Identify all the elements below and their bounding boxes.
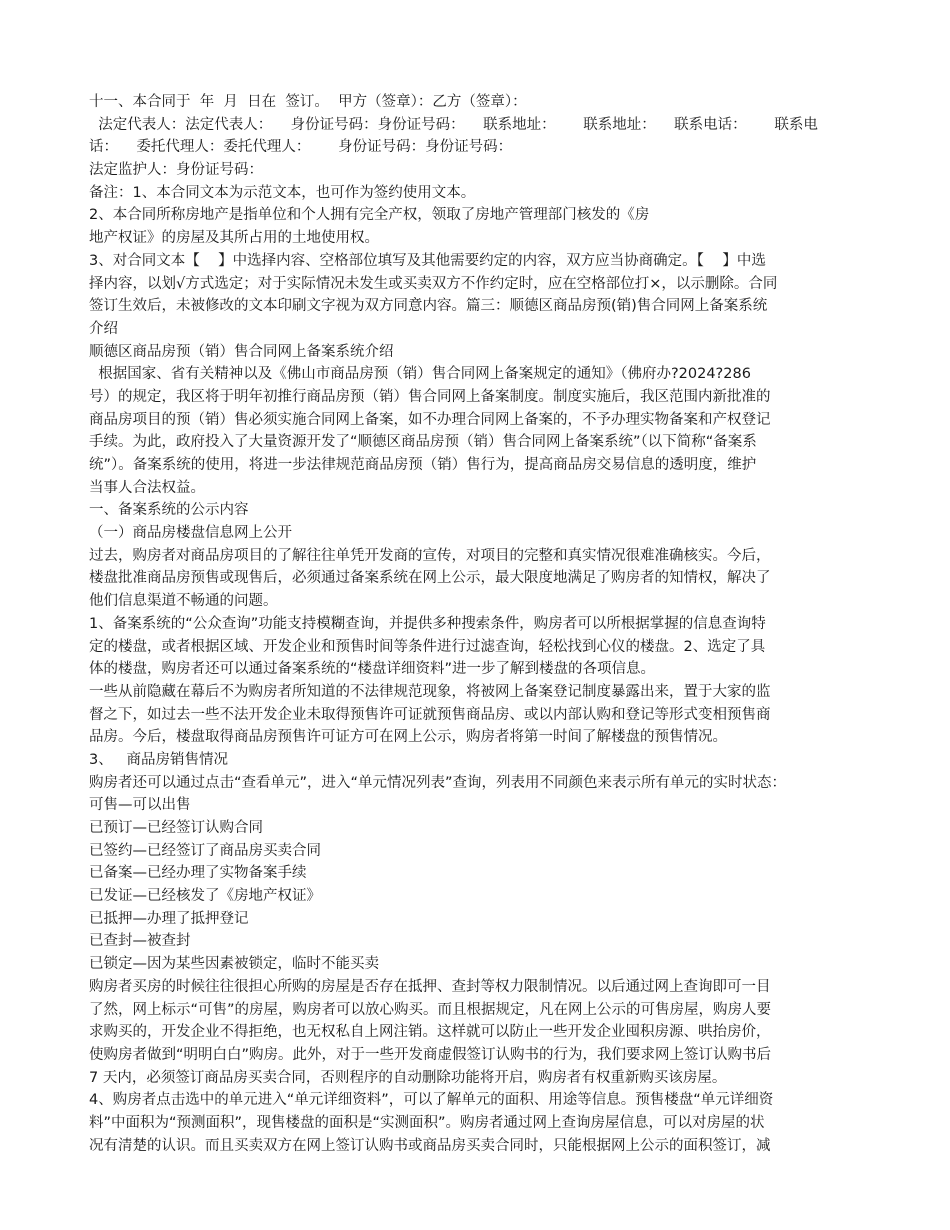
text-line: 4、购房者点击选中的单元进入“单元详细资料”，可以了解单元的面积、用途等信息。预售楼盘“单元详细资 — [89, 1092, 774, 1109]
text-line: 备注：1、本合同文本为示范文本，也可作为签约使用文本。 — [89, 184, 476, 201]
text-line: 已发证—已经核发了《房地产权证》 — [89, 888, 321, 905]
text-line: 商品房项目的预（销）售必须实施合同网上备案，如不办理合同网上备案的，不予办理实物备案和产权登记 — [89, 411, 771, 428]
text-line: 签订生效后，未被修改的文本印刷文字视为双方同意内容。篇三：顺德区商品房预(销)售合同网上备案系统 — [89, 298, 768, 315]
document-body — [89, 91, 861, 1157]
text-line: 料”中面积为“预测面积”，现售楼盘的面积是“实测面积”。购房者通过网上查询房屋信息，可以对房屋的状 — [89, 1114, 765, 1131]
text-line: 地产权证》的房屋及其所占用的土地使用权。 — [89, 230, 379, 247]
text-line: 法定代表人：法定代表人： 身份证号码：身份证号码： 联系地址： 联系地址： 联系电话： 联系电 — [89, 116, 818, 133]
text-line: 过去，购房者对商品房项目的了解往往单凭开发商的宣传，对项目的完整和真实情况很难准确核实。今后， — [89, 547, 771, 564]
text-line: 择内容，以划√方式选定；对于实际情况未发生或买卖双方不作约定时，应在空格部位打×，以示删除。合同 — [89, 275, 778, 292]
text-line: 体的楼盘，购房者还可以通过备案系统的“楼盘详细资料”进一步了解到楼盘的各项信息。 — [89, 661, 656, 678]
text-line: 十一、本合同于 年 月 日在 签订。 甲方（签章）：乙方（签章）： — [89, 94, 527, 110]
text-line: 购房者买房的时候往往很担心所购的房屋是否存在抵押、查封等权力限制情况。以后通过网上查询即可一目 — [89, 978, 771, 995]
text-line: 法定监护人：身份证号码： — [89, 162, 263, 179]
text-line: 1、备案系统的“公众查询”功能支持模糊查询，并提供多种搜索条件，购房者可以所根据掌握的信息查询特 — [89, 615, 766, 632]
text-line: 求购买的，开发企业不得拒绝，也无权私自上网注销。这样就可以防止一些开发企业囤积房源、哄抬房价， — [89, 1024, 771, 1041]
text-line: 3、 商品房销售情况 — [89, 751, 229, 768]
text-line: 手续。为此，政府投入了大量资源开发了“顺德区商品房预（销）售合同网上备案系统”（以下简称“备案系 — [89, 434, 757, 451]
text-line: 楼盘批准商品房预售或现售后，必须通过备案系统在网上公示，最大限度地满足了购房者的知情权，解决了 — [89, 570, 771, 587]
text-line: 7 天内，必须签订商品房买卖合同，否则程序的自动删除功能将开启，购房者有权重新购买该房屋。 — [89, 1069, 727, 1086]
text-line: 一些从前隐藏在幕后不为购房者所知道的不法律规范现象，将被网上备案登记制度暴露出来，置于大家的监 — [89, 683, 771, 700]
text-line: 已查封—被查封 — [89, 933, 191, 950]
text-line: 一、备案系统的公示内容 — [89, 502, 249, 519]
text-line: 统”）。备案系统的使用，将进一步法律规范商品房预（销）售行为，提高商品房交易信息的透明度，维护 — [89, 457, 757, 473]
text-line: 使购房者做到“明明白白”购房。此外，对于一些开发商虚假签订认购书的行为，我们要求网上签订认购书后 — [89, 1046, 772, 1063]
text-line: 顺德区商品房预（销）售合同网上备案系统介绍 — [89, 343, 394, 360]
text-line: 定的楼盘，或者根据区域、开发企业和预售时间等条件进行过滤查询，轻松找到心仪的楼盘。2、选定了具 — [89, 638, 766, 655]
text-line: 已签约—已经签订了商品房买卖合同 — [89, 842, 321, 859]
text-line: 3、对合同文本【 】中选择内容、空格部位填写及其他需要约定的内容，双方应当协商确定。【 】中选 — [89, 252, 766, 269]
text-line: 可售—可以出售 — [89, 797, 191, 814]
text-line: 督之下，如过去一些不法开发企业未取得预售许可证就预售商品房、或以内部认购和登记等形式变相预售商 — [89, 706, 771, 723]
text-line: 他们信息渠道不畅通的问题。 — [89, 593, 278, 610]
text-line: 品房。今后，楼盘取得商品房预售许可证方可在网上公示，购房者将第一时间了解楼盘的预售情况。 — [89, 729, 727, 746]
text-line: 号）的规定，我区将于明年初推行商品房预（销）售合同网上备案制度。制度实施后，我区范围内新批准的 — [89, 388, 771, 405]
text-line: 介绍 — [89, 320, 118, 337]
text-line: 根据国家、省有关精神以及《佛山市商品房预（销）售合同网上备案规定的通知》（佛府办?2024?286 — [89, 366, 751, 383]
text-line: 2、本合同所称房地产是指单位和个人拥有完全产权，领取了房地产管理部门核发的《房 — [89, 207, 650, 224]
text-line: 已锁定—因为某些因素被锁定，临时不能买卖 — [89, 956, 379, 973]
text-line: 况有清楚的认识。而且买卖双方在网上签订认购书或商品房买卖合同时，只能根据网上公示的面积签订，减 — [89, 1137, 771, 1154]
text-line: 已备案—已经办理了实物备案手续 — [89, 865, 307, 882]
text-line: （一）商品房楼盘信息网上公开 — [89, 525, 292, 542]
text-line: 已预订—已经签订认购合同 — [89, 820, 263, 836]
text-line: 已抵押—办理了抵押登记 — [89, 910, 249, 927]
text-line: 当事人合法权益。 — [89, 479, 205, 496]
text-line: 话： 委托代理人：委托代理人： 身份证号码：身份证号码： — [89, 139, 513, 156]
text-line: 了然，网上标示“可售”的房屋，购房者可以放心购买。而且根据规定，凡在网上公示的可售房屋，购房人要 — [89, 1001, 772, 1018]
text-line: 购房者还可以通过点击“查看单元”，进入“单元情况列表”查询，列表用不同颜色来表示所有单元的实时状态： — [89, 774, 787, 791]
